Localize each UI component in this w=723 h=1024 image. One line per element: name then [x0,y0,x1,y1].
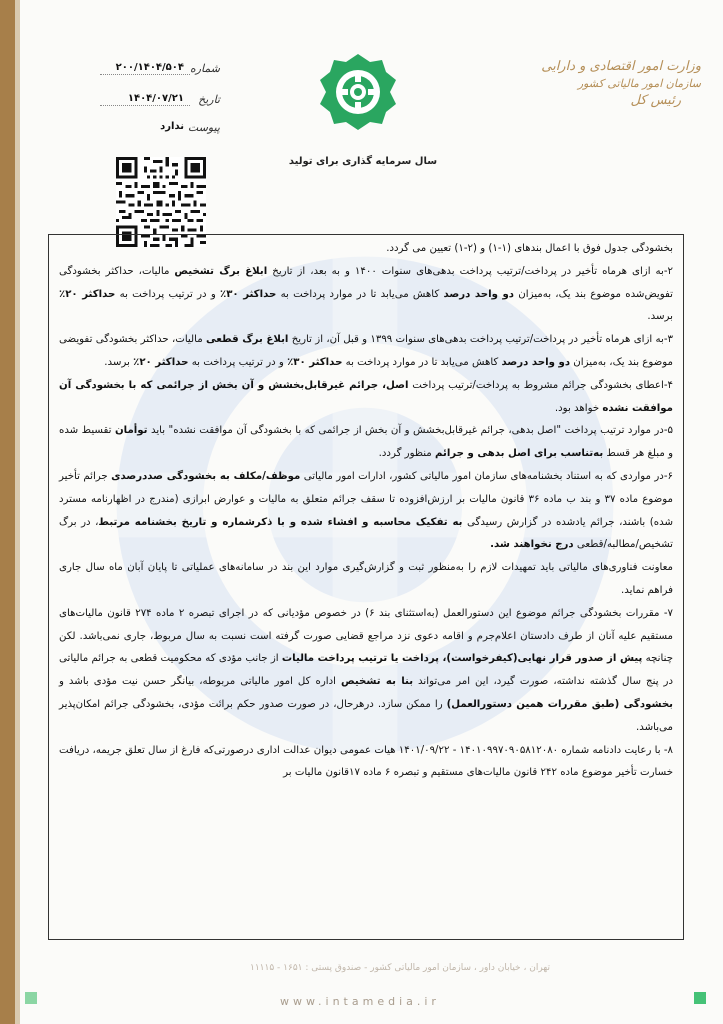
ministry-name: وزارت امور اقتصادی و دارایی [541,59,701,74]
date-dotted-line [100,105,190,106]
directive-text-box [48,234,684,940]
paragraph-2: ۲-به ازای هرماه تأخیر در پرداخت/ترتیب پرداخت بدهی‌های سنوات ۱۴۰۰ و به بعد، از تاریخ ابلاغ برگ تشخیص مالیات، حداکثر بخشودگی تفویض‌شده موضوع بند یک، به‌میزان دو واحد درصد کاهش می‌یابد تا در موارد پرداخت به حداکثر ۳۰٪ و در ترتیب پرداخت به حداکثر ۲۰٪ برسد. [59,265,674,323]
number-dotted-line [100,74,190,75]
paragraph-1: بخشودگی جدول فوق با اعمال بندهای (۱-۱) و (۲-۱) تعیین می گردد. [386,243,673,254]
organization-name: سازمان امور مالیاتی کشور [577,77,701,90]
paragraph-3: ۳-به ازای هرماه تأخیر در پرداخت/ترتیب پرداخت بدهی‌های سنوات ۱۳۹۹ و قبل آن، از تاریخ ابلاغ برگ قطعی مالیات، حداکثر بخشودگی تفویضی موضوع بند یک، به‌میزان دو واحد درصد کاهش می‌یابد تا در موارد پرداخت به حداکثر ۳۰٪ و در ترتیب پرداخت به حداکثر ۲۰٪ برسد. [59,334,674,368]
paragraph-5: ۵-در موارد ترتیب پرداخت "اصل بدهی، جرائم غیرقابل‌بخشش و آن بخش از جرائمی که با بخشودگی آن موافقت نشده" باید توأمان تقسیط شده و مبلغ هر قسط به‌تناسب برای اصل بدهی و جرائم منظور گردد. [59,425,673,460]
paragraph-8: ۸- با رعایت دادنامه شماره ۱۴۰۱۰۹۹۷۰۹۰۵۸۱۲۰۸۰ - ۱۴۰۱/۰۹/۲۲ هیات عمومی دیوان عدالت اداری درصورتی‌که فارغ از سال تعلق جریمه، دریافت خسارت تأخیر موضوع ماده ۲۴۲ قانون مالیات‌های مستقیم و تبصره ۶ ماده ۱۷قانون مالیات بر [59,744,674,779]
paragraph-6: ۶-در مواردی که به استناد بخشنامه‌های سازمان امور مالیاتی کشور، ادارات امور مالیاتی موظف/مکلف به بخشودگی صددرصدی جرائم تأخیر موضوع ماده ۳۷ و بند ب ماده ۳۶ قانون مالیات بر ارزش‌افزوده تا سقف جرائم متعلق به مالیات و عوارض ابرازی (مندرج در اظهارنامه مسترد شده) باشند، جرائم یادشده در گزارش رسیدگی به تفکیک محاسبه و افشاء شده و با ذکرشماره و تاریخ بخشنامه مرتبط، در برگ تشخیص/مطالبه/قطعی درج نخواهند شد. [59,470,674,551]
footer-address: تهران ، خیابان داور ، سازمان امور مالیاتی کشور - صندوق پستی : ۱۶۵۱ - ۱۱۱۱۵ [250,963,550,973]
paragraph-4: ۴-اعطای بخشودگی جرائم مشروط به پرداخت/ترتیب پرداخت اصل، جرائم غیرقابل‌بخشش و آن بخش از جرائمی که با بخشودگی آن موافقت نشده خواهد بود. [59,379,673,414]
footer-website: www.intamedia.ir [280,995,440,1008]
paragraph-7: ۷- مقررات بخشودگی جرائم موضوع این دستورالعمل (به‌استثنای بند ۶) در خصوص مؤدیانی که در اجرای تبصره ۲ ماده ۲۷۴ قانون مالیات‌های مستقیم علیه آنان از طرف دادستان اعلام‌جرم و اقامه دعوی نزد مراجع قضایی صورت گرفته است نسبت به سال مربوط، جاری نمی‌باشد. لکن چنانچه پیش از صدور قرار نهایی(کیفرخواست)، پرداخت یا ترتیب پرداخت مالیات از جانب مؤدی که محکومیت قطعی به جرائم مالیاتی در پنج سال گذشته نداشته، صورت گیرد، این امر می‌تواند بنا به تشخیص اداره کل امور مالیاتی مربوطه، بیانگر حسن نیت مؤدی باشد و بخشودگی (طبق مقررات همین دستورالعمل) را ممکن سازد. درهرحال، در صورت صدور حکم برائت مؤدی، بخشودگی جرائم امکان‌پذیر می‌باشد. [59,607,673,733]
letter-date-row [100,93,220,111]
footer-corner-left [25,992,37,1004]
left-border-strip [0,0,15,1024]
tax-organization-logo-icon [318,52,398,132]
footer-corner-right [694,992,706,1004]
number-value: ۲۰۰/۱۴۰۴/۵۰۴ [115,62,184,73]
letter-number-row [100,62,220,80]
year-slogan: سال سرمایه گذاری برای تولید [288,156,438,167]
head-title: رئیس کل [630,93,681,108]
attachment-row [100,121,220,139]
date-label: تاریخ [198,93,220,106]
attachment-value: ندارد [160,121,184,132]
paragraph-6-note: معاونت فناوری‌های مالیاتی باید تمهیدات لازم را به‌منظور ثبت و گزارش‌گیری موارد این بند در سامانه‌های عملیاتی تا پایان آبان ماه سال جاری فراهم نماید. [59,562,673,596]
date-value: ۱۴۰۴/۰۷/۲۱ [127,93,184,104]
ministry-header [531,58,701,109]
attachment-label: پیوست [187,121,220,134]
number-label: شماره [189,62,220,75]
